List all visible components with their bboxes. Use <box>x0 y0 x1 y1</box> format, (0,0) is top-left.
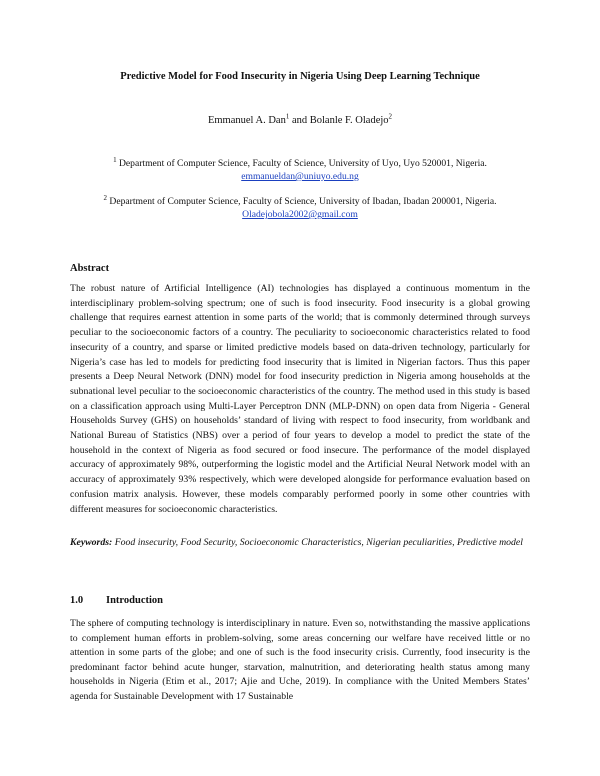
affiliation-marker: 1 <box>285 112 290 121</box>
affiliation-marker: 2 <box>388 112 393 121</box>
keywords-list: Food insecurity, Food Security, Socioeconomic Characteristics, Nigerian peculiarities, Predictive model <box>112 537 523 548</box>
email-link[interactable]: Oladejobola2002@gmail.com <box>242 209 358 220</box>
author-joiner: and <box>289 115 310 126</box>
affiliation-2 <box>70 195 530 221</box>
abstract-heading: Abstract <box>70 263 110 274</box>
paper-title: Predictive Model for Food Insecurity in Nigeria Using Deep Learning Technique <box>120 71 480 82</box>
affiliation-marker: 1 <box>113 155 117 164</box>
affiliation-marker: 2 <box>103 193 107 202</box>
keywords-label: Keywords: <box>70 537 113 548</box>
email-link[interactable]: emmanueldan@uniuyo.edu.ng <box>241 171 359 182</box>
section-number: 1.0 <box>70 595 84 606</box>
author-name: Emmanuel A. Dan <box>207 115 286 126</box>
intro-heading <box>70 595 163 606</box>
author-name: Bolanle F. Oladejo <box>309 115 389 126</box>
author-line <box>60 112 540 126</box>
intro-body: The sphere of computing technology is interdisciplinary in nature. Even so, notwithstanding the massive applications to complement human efforts in problem-solving, some areas concerning our welfare have received little or no attention in some parts of the globe; and one of such is the food insecurity crisis. Currently, food insecurity is the predominant factor behind acute hunger, starvation, malnutrition, and deteriorating health status among many households in Nigeria (Etim et al., 2017; Ajie and Uche, 2019). In compliance with the United Members States’ agenda for Sustainable Development with 17 Sustainable <box>70 618 530 702</box>
section-title: Introduction <box>106 595 163 606</box>
affiliation-text: Department of Computer Science, Faculty of Science, University of Ibadan, Ibadan 200001, Nigeria. <box>107 196 497 207</box>
affiliation-1 <box>70 157 530 183</box>
keywords-line <box>70 536 530 551</box>
abstract-body: The robust nature of Artificial Intelligence (AI) technologies has displayed a continuous momentum in the interdisciplinary problem-solving spectrum; one of such is food insecurity. Food insecurity is a global growing challenge that requires earnest attention in some parts of the world; that is commonly determined through surveys peculiar to the socioeconomic factors of a country. The peculiarity to socioeconomic characteristics related to food insecurity of a country, and sparse or limited predictive models based on data-driven technology, particularly for Nigeria’s case has led to models for predicting food insecurity that is limited in Nigerian factors. Thus this paper presents a Deep Neural Network (DNN) model for food insecurity prediction in Nigeria among households at the subnational level peculiar to the socioeconomic characteristics of the country. The method used in this study is based on a classification approach using Multi-Layer Perceptron DNN (MLP-DNN) on open data from Nigeria - General Households Survey (GHS) on households’ standard of living with respect to food insecurity, from worldbank and National Bureau of Statistics (NBS) over a period of four years to develop a model to predict the state of the household in the context of Nigeria as food secured or food insecure. The performance of the model displayed accuracy of approximately 98%, outperforming the logistic model and the Artificial Neural Network model with an accuracy of approximately 93% respectively, which were developed alongside for performance evaluation based on confusion matrix analysis. However, these models comparably performed poorly in some other countries with different measures for socioeconomic characteristics. <box>70 283 530 515</box>
affiliation-text: Department of Computer Science, Faculty of Science, University of Uyo, Uyo 520001, Nigeria. <box>116 158 487 169</box>
